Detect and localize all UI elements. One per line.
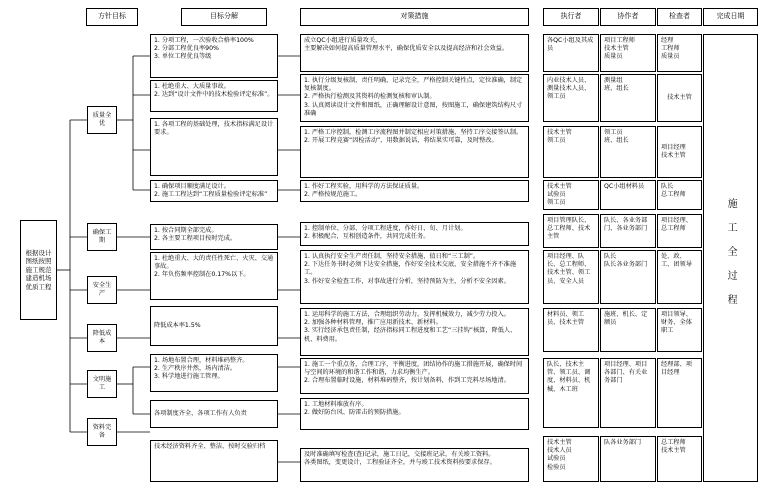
inspector-box: 技术主管 xyxy=(657,74,702,122)
header-measures: 对策措施 xyxy=(300,8,529,26)
coordinator-box: 队长 队长各业务部门 xyxy=(600,250,656,304)
measures-box: 1. 施工一个重点务，合理工序，平衡进度，团结协作的施工措施开展，确保时间与空间的环境的和谐工作和谐，力求均衡生产。 2. 合理布置临时设施，材料堆码整齐，按计划备料，作到工完料尽场地清。 xyxy=(300,358,529,394)
category-quality: 质量全优 xyxy=(87,106,117,134)
inspector-box: 经理 工程师 质量员 xyxy=(657,34,702,72)
measures-box: 1. 执行分级复核制，责任明确，记录完全，严格控制关键性点，定位准确，制定复核制度。 2. 严格执行检测及其资料的检测复核和审认制。 3. 认真阅读设计文件和图纸，正确理解设计意图，按图施工，确保建筑结构尺寸准确 xyxy=(300,74,529,122)
target-box: 技术经济资料齐全、整洁、按时交验归档 xyxy=(150,440,278,482)
executor-box: 内业技术人员、测量技术人员、领工员 xyxy=(543,74,599,122)
coordinator-box: 测量组 班、组长 xyxy=(600,74,656,122)
executor-box: 技术主管 试验员 领工员 xyxy=(543,180,599,210)
coordinator-box: 队各业务部门 xyxy=(600,436,656,482)
category-schedule: 确保工期 xyxy=(87,223,117,251)
executor-box: 技术主管 领工员 xyxy=(543,126,599,178)
target-box: 1. 确保项目顺度满足设计。 2. 施工工程达到“工程质量检验评定标准” xyxy=(150,180,278,202)
coordinator-box: 项目工程师 技术主管 质量员 xyxy=(600,34,656,72)
target-box: 1. 按合同期全部完成。 2. 各主要工程项目按时完成。 xyxy=(150,224,278,250)
target-box: 1. 杜绝重大、大质量事故。 2. 达到“设计文件中的技术检验评定标准”。 xyxy=(150,80,278,112)
inspector-box: 处、政、工、团领导 xyxy=(657,250,702,304)
coordinator-box: 施班、机长、定额员 xyxy=(600,308,656,352)
header-target: 目标分解 xyxy=(181,8,267,26)
coordinator-box: 队长、各业务部门、各业务部门 xyxy=(600,214,656,248)
measures-box: 1. 严格工序控制，检测工序流程图并制定相应对策措施，坚持工序交接签认制。 2. 开展工程竞赛“因检活动”，用数据说话，将结果实可靠，及时整改。 xyxy=(300,126,529,178)
measures-box: 1. 工地材料堆放有序。 2. 做好防台风、防雷击的预防措施。 xyxy=(300,398,529,430)
header-policy: 方针目标 xyxy=(86,8,138,26)
coordinator-box: QC小组材料员 xyxy=(600,180,656,210)
header-coordinator: 协作者 xyxy=(600,8,656,26)
measures-box: 1. 作好工程实验，用科学的方法保证质量。 2. 严格按规范施工。 xyxy=(300,180,529,202)
target-box: 1. 场地布置合理，材料堆码整齐。 2. 生产秩序井然，场内清洁。 3. 科学地进行施工管理。 xyxy=(150,354,278,392)
executor-box: 项目管理队长、总工程师、技术主管 xyxy=(543,214,599,248)
coordinator-box: 领工员 班、组长 xyxy=(600,126,656,178)
measures-box: 及时准确填写检查(查)记录，施工日记，交接班记录，有关竣工资料。 各类图纸，变更设计，工程验证齐全，并与竣工技术资料按要求保存。 xyxy=(300,448,529,482)
measures-box: 1. 控制单位、分部、分项工程进度，作好日、旬、月计划。 2. 积极配合，互相创造条件，共同完成任务。 xyxy=(300,222,529,246)
inspector-box: 项目经理 技术主管 xyxy=(657,126,702,178)
target-box: 1. 分项工程，一次验收合格率100% 2. 分部工程优良率90% 3. 单位工程优良等级 xyxy=(150,34,278,78)
policy-box: 根据设计图纸按照施工规范建造机场优质工程 xyxy=(20,220,57,320)
measures-box: 1. 认真执行安全生产责任制，坚持安全措施，值日和“三工制”。 2. 下达任务书时必须下达安全措施，作好安全技术交底，安全措施不齐不准施工。 3. 作好安全检查工作，对事故进行分析，坚持预防为主，分析不安全因素。 xyxy=(300,250,529,304)
category-civil: 文明施工 xyxy=(87,370,117,398)
category-docs: 资料完备 xyxy=(87,418,117,446)
header-executor: 执行者 xyxy=(543,8,599,26)
header-deadline: 完成日期 xyxy=(703,8,758,26)
measures-box: 成立QC小组进行质量攻关， 主要解决如何提高质量管理水平，确保优质安全以及提高经济和社会效益。 xyxy=(300,34,529,72)
executor-box: 项目经理、队长、总工程师、技术主管、领工员、安全人员 xyxy=(543,250,599,304)
deadline-box: 施工全过程 xyxy=(703,34,758,482)
inspector-box: 总工程师 技术主管 xyxy=(657,436,702,482)
target-box: 1. 各项工程的基础处理，技术指标满足设计要求。 xyxy=(150,118,278,176)
executor-box: 技术主管 技术人员 试验员 检验员 xyxy=(543,436,599,482)
category-safety: 安全生产 xyxy=(87,276,117,304)
inspector-box: 经理部、项目经理 xyxy=(657,358,702,428)
coordinator-box: 项目经理、项目各部门、有关业务部门 xyxy=(600,358,656,428)
header-inspector: 检查者 xyxy=(657,8,702,26)
inspector-box: 项目经理、总工程师 xyxy=(657,214,702,248)
category-cost: 降低成本 xyxy=(87,324,117,352)
target-box: 降低成本率1.5% xyxy=(150,306,278,346)
inspector-box: 队长 总工程师 xyxy=(657,180,702,210)
executor-box: 队长、技术主管、领工员、调度、材料员、机械、木工班 xyxy=(543,358,599,428)
target-box: 1. 杜绝重大、大的责任性死亡、火灾、交通事故。 2. 年负伤频率控制在0.17%以下。 xyxy=(150,252,278,300)
target-box: 各项制度齐全，各项工作有人负责 xyxy=(150,400,278,428)
inspector-box: 项目领导、财务、全体职工 xyxy=(657,308,702,352)
executor-box: 材料员、领工员、技术主管 xyxy=(543,308,599,352)
executor-box: 各QC小组及其成员 xyxy=(543,34,599,72)
measures-box: 1. 运用科学的施工方法，合理组织劳动力，发挥机械效力，减少劳力投入。 2. 加强各种材料管理，推广应用新技术、新材料。 3. 实行经济承包责任制，经济指标同工程进度和工艺“三挂钩”核算，降低人、机、料费用。 xyxy=(300,308,529,356)
